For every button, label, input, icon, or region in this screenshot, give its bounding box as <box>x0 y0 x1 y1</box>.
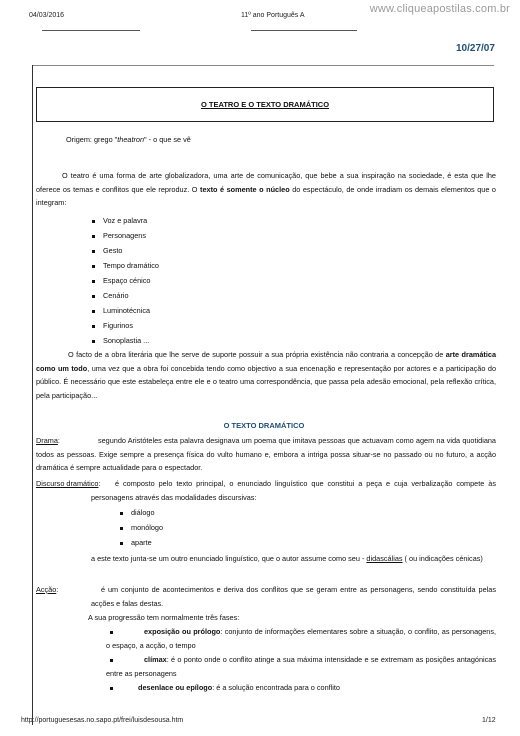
list-item <box>92 273 159 288</box>
list-item-label: Voz e palavra <box>103 216 148 225</box>
list-item <box>92 243 159 258</box>
list-item-label: Espaço cénico <box>103 276 151 285</box>
accao-term: Acção <box>36 585 57 594</box>
intro-part1: O teatro é uma forma de arte globalizadora, uma arte de comunicação, que bebe a sua inspiração na sociedade, é esta que lhe oferece os temas e conflitos que ele reproduz. O <box>36 171 496 194</box>
list-item <box>92 303 159 318</box>
bullet-icon <box>92 250 95 253</box>
didascalias-part1: a este texto junta-se um outro enunciado linguístico, que o autor assume como seu - <box>91 554 367 563</box>
bullet-icon <box>120 542 123 545</box>
phase-text: : é a solução encontrada para o conflito <box>212 683 340 692</box>
accao-colon: : <box>56 585 59 594</box>
phase-item <box>106 681 496 695</box>
list-item-label: Tempo dramático <box>103 261 159 270</box>
bullet-icon <box>92 340 95 343</box>
list-item-label: Sonoplastia ... <box>103 336 150 345</box>
list-item <box>92 228 159 243</box>
drama-colon: : <box>57 436 60 445</box>
discurso-text: é composto pelo texto principal, o enunciado linguístico que constitui a peça e cuja verbalização compete às personagens através das modalidades discursivas: <box>91 479 496 502</box>
discurso-term: Discurso dramático <box>36 479 99 488</box>
bullet-icon <box>92 325 95 328</box>
watermark: www.cliqueapostilas.com.br <box>369 3 510 15</box>
footer-page-number: 1/12 <box>482 717 496 724</box>
intro-part2: do espectáculo, de onde irradiam os demais elementos que o integram: <box>36 184 496 208</box>
list-item-label: Cenário <box>103 291 129 300</box>
list-item-label: Personagens <box>103 231 147 240</box>
list-item <box>92 288 159 303</box>
bullet-icon <box>110 631 113 634</box>
origin-word: theatron <box>117 135 145 144</box>
list-item-label: Figurinos <box>103 321 134 330</box>
list-item <box>120 520 163 535</box>
didascalias-note <box>91 552 496 566</box>
footer-url: http://portuguesesas.no.sapo.pt/frei/luisdesousa.htm <box>21 717 184 724</box>
page-date: 10/27/07 <box>456 43 495 54</box>
bullet-icon <box>92 310 95 313</box>
bullet-icon <box>92 235 95 238</box>
origin-suffix: " - o que se vê <box>144 135 191 144</box>
mode-label: aparte <box>131 538 152 547</box>
list-item <box>92 258 159 273</box>
list-item <box>92 318 159 333</box>
bullet-icon <box>110 659 113 662</box>
top-divider <box>32 65 494 66</box>
phase-label: clímax <box>144 655 167 664</box>
bullet-icon <box>110 687 113 690</box>
para2-part2: , uma vez que a obra foi concebida tendo como objectivo a sua encenação e representação por actores e a participação do público. É necessário que este estabeleça entre ele e o teatro uma correspondência, que passa pela adesão emocional, pela reflexão crítica, pela participação... <box>36 363 496 400</box>
elements-list <box>92 213 159 348</box>
intro-paragraph <box>36 169 496 210</box>
bullet-icon <box>92 220 95 223</box>
list-item-label: Luminotécnica <box>103 306 151 315</box>
didascalias-part2: ( ou indicações cénicas) <box>402 554 483 563</box>
intro-bold: texto é somente o núcleo <box>200 184 290 194</box>
modes-list <box>120 505 163 550</box>
phase-label: desenlace ou epílogo <box>138 683 213 692</box>
phase-item <box>106 653 496 680</box>
bullet-icon <box>92 265 95 268</box>
print-title: 11º ano Português A <box>241 12 305 19</box>
phases-intro: A sua progressão tem normalmente três fases: <box>88 613 240 622</box>
mode-label: monólogo <box>131 523 164 532</box>
discurso-colon: : <box>98 479 101 488</box>
left-border <box>32 65 33 725</box>
phase-item <box>106 625 496 652</box>
accao-text: é um conjunto de acontecimentos e deriva dos conflitos que se geram entre as personagens, sendo constituída pelas acções e falas destas. <box>91 585 496 608</box>
para2-bold: arte dramática como um todo <box>36 350 496 373</box>
list-item <box>120 505 163 520</box>
phase-text: : é o ponto onde o conflito atinge a sua máxima intensidade e se extremam as posições antagónicas entre as personagens <box>106 655 496 678</box>
paragraph-2 <box>36 348 496 402</box>
bullet-icon <box>92 295 95 298</box>
phase-text: : conjunto de informações elementares sobre a situação, o conflito, as personagens, o espaço, a acção, o tempo <box>106 627 496 650</box>
list-item-label: Gesto <box>103 246 123 255</box>
list-item <box>92 213 159 228</box>
drama-term: Drama <box>36 436 58 445</box>
page-title: O TEATRO E O TEXTO DRAMÁTICO <box>200 100 330 109</box>
bullet-icon <box>92 280 95 283</box>
section-title: O TEXTO DRAMÁTICO <box>223 421 305 430</box>
para2-part1: O facto de a obra literária que lhe serve de suporte possuir a sua própria existência não contraria a concepção de <box>68 350 446 359</box>
drama-text: segundo Aristóteles esta palavra designava um poema que imitava pessoas que actuavam como agem na vida quotidiana todos as pessoas. Exige sempre a presença física do vulto humano e, embora a intriga possa situar-se no passado ou no futuro, a acção dramática é sempre actualidade para o espectador. <box>36 436 496 473</box>
list-item <box>120 535 163 550</box>
header-rule-right <box>251 30 357 31</box>
didascalias-term: didascálias <box>366 554 403 563</box>
bullet-icon <box>120 527 123 530</box>
title-box <box>36 87 494 122</box>
origin-line <box>66 133 191 147</box>
list-item <box>92 333 159 348</box>
drama-definition <box>36 434 496 475</box>
accao-term-line <box>36 583 58 597</box>
print-date: 04/03/2016 <box>29 12 65 19</box>
origin-prefix: Origem: grego " <box>66 135 118 144</box>
mode-label: diálogo <box>131 508 155 517</box>
bullet-icon <box>120 512 123 515</box>
phase-label: exposição ou prólogo <box>144 627 221 636</box>
header-rule-left <box>42 30 140 31</box>
